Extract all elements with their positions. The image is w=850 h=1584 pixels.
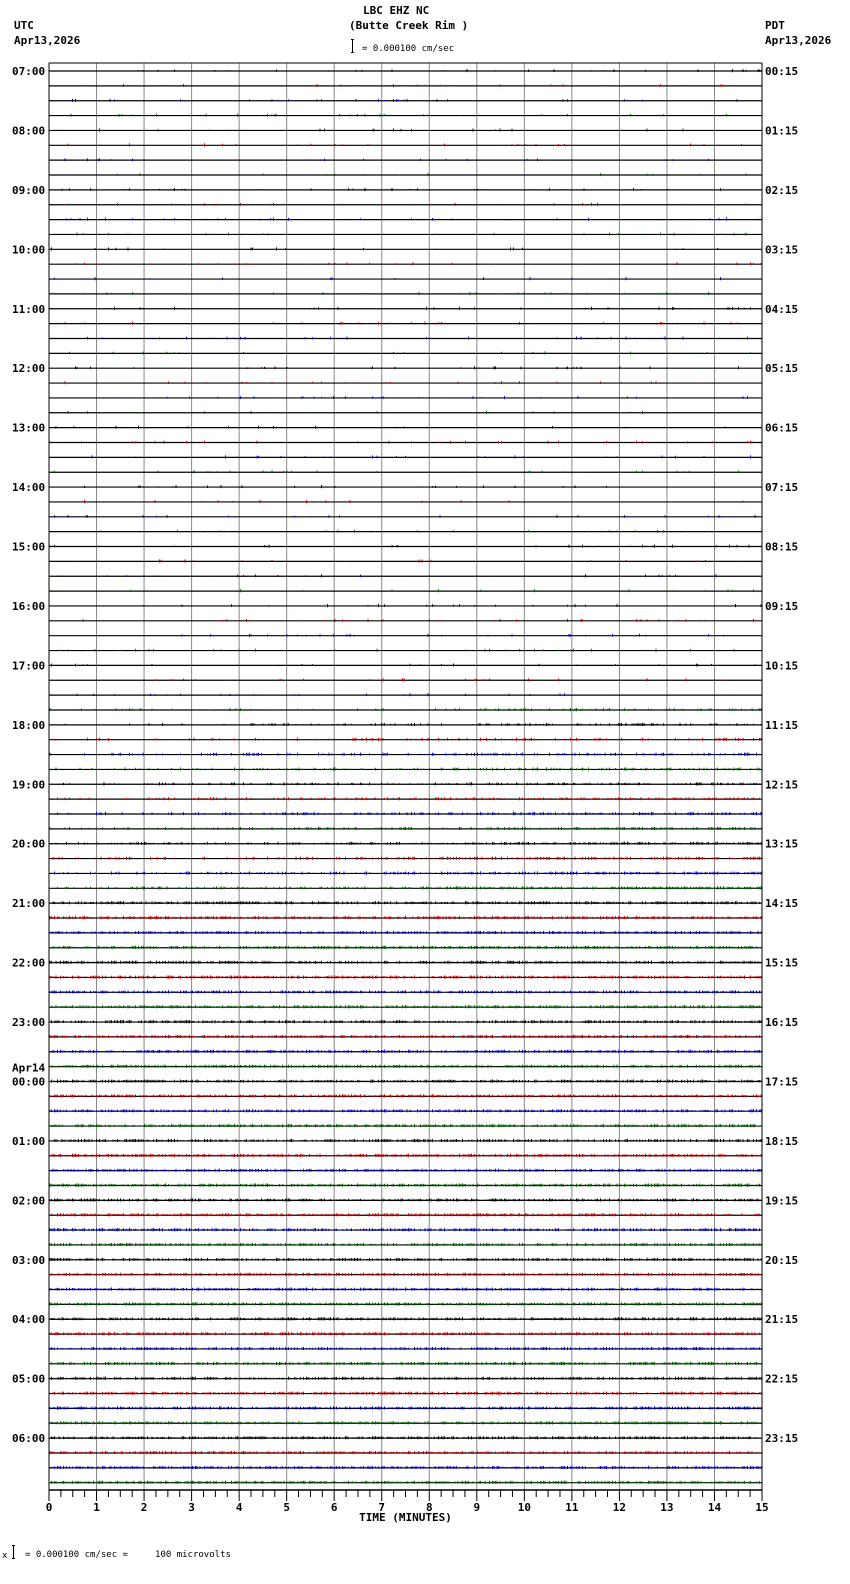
seismic-trace [50,1139,761,1142]
right-date: Apr13,2026 [765,34,832,47]
utc-hour-label: 20:00 [12,837,46,851]
utc-hour-label: 09:00 [12,183,46,197]
pdt-hour-label: 09:15 [765,599,799,613]
left-timezone: UTC [14,19,34,32]
utc-hour-label: 16:00 [12,599,46,613]
footer-marker: x [2,1551,8,1561]
pdt-hour-label: 05:15 [765,362,799,376]
utc-hour-label: 02:00 [12,1194,46,1208]
station-location: (Butte Creek Rim ) [349,19,469,32]
seismic-trace [50,961,761,964]
seismic-trace [50,1302,761,1305]
pdt-hour-label: 19:15 [765,1194,799,1208]
pdt-hour-label: 20:15 [765,1253,799,1267]
pdt-hour-label: 22:15 [765,1372,799,1386]
utc-hour-label: 05:00 [12,1372,46,1386]
left-date: Apr13,2026 [14,34,81,47]
pdt-hour-label: 23:15 [765,1432,799,1446]
scale-text: = 0.000100 cm/sec [362,44,455,54]
x-tick-label: 8 [425,1501,433,1514]
seismic-trace [50,931,761,934]
pdt-hour-label: 11:15 [765,718,799,732]
utc-hour-label: 13:00 [12,421,46,435]
x-tick-label: 10 [517,1501,531,1514]
utc-hour-label: 12:00 [12,362,46,376]
utc-hour-label: 10:00 [12,243,46,257]
pdt-hour-label: 04:15 [765,302,799,316]
utc-hour-label: 11:00 [12,302,46,316]
x-tick-label: 12 [612,1501,627,1514]
seismic-trace [50,916,761,919]
utc-hour-label: 22:00 [12,956,46,970]
seismic-trace [50,990,761,993]
utc-hour-label: 14:00 [12,481,46,495]
seismic-trace [50,1154,761,1157]
x-tick-label: 5 [283,1501,290,1514]
utc-hour-label: 21:00 [12,897,46,911]
utc-hour-label: 15:00 [12,540,46,554]
station-title: LBC EHZ NC [363,4,430,17]
pdt-hour-label: 08:15 [765,540,799,554]
pdt-hour-label: 18:15 [765,1134,799,1148]
pdt-hour-label: 03:15 [765,243,799,257]
pdt-hour-label: 16:15 [765,1016,799,1030]
pdt-hour-label: 10:15 [765,659,799,673]
pdt-hour-label: 02:15 [765,183,799,197]
pdt-hour-label: 12:15 [765,778,799,792]
utc-hour-label: 04:00 [12,1313,46,1327]
seismic-trace [50,1362,761,1365]
utc-hour-label: 06:00 [12,1432,46,1446]
seismic-trace [50,1347,761,1350]
seismic-trace [50,976,761,979]
seismic-trace [50,1421,761,1424]
seismic-trace [50,1094,761,1097]
x-tick-label: 11 [565,1501,579,1514]
seismic-trace [50,1228,761,1231]
pdt-hour-label: 00:15 [765,65,799,78]
x-tick-label: 4 [235,1501,243,1514]
pdt-hour-label: 14:15 [765,897,799,911]
seismic-trace [52,901,760,904]
x-tick-label: 13 [660,1501,674,1514]
utc-hour-label: 00:00 [12,1075,46,1089]
x-tick-label: 6 [330,1501,338,1514]
utc-hour-label: 17:00 [12,659,46,673]
seismic-trace [50,1124,761,1127]
utc-hour-label: 07:00 [12,65,46,78]
pdt-hour-label: 07:15 [765,481,799,495]
utc-hour-label: 01:00 [12,1134,46,1148]
footer-scale-note: = 0.000100 cm/sec = 100 microvolts [25,1550,231,1560]
x-tick-label: 7 [378,1501,386,1514]
pdt-hour-label: 13:15 [765,837,799,851]
pdt-hour-label: 17:15 [765,1075,799,1089]
pdt-hour-label: 21:15 [765,1313,799,1327]
x-tick-label: 3 [188,1501,195,1514]
utc-hour-label: 19:00 [12,778,46,792]
footer-scale-bar-icon [12,1545,15,1559]
x-tick-label: 0 [45,1501,53,1514]
x-tick-label: 1 [93,1501,100,1514]
seismic-trace [50,1198,761,1201]
x-axis-title: TIME (MINUTES) [359,1511,452,1524]
utc-hour-label: 18:00 [12,718,46,732]
x-tick-label: 14 [707,1501,722,1514]
seismic-trace [50,946,761,949]
right-timezone: PDT [765,19,785,32]
pdt-hour-label: 15:15 [765,956,799,970]
seismic-trace [50,1109,761,1112]
utc-hour-label: 23:00 [12,1016,46,1030]
pdt-hour-label: 01:15 [765,124,799,138]
x-tick-label: 2 [140,1501,148,1514]
x-tick-label: 15 [755,1501,769,1514]
utc-hour-label: 03:00 [12,1253,46,1267]
x-tick-label: 9 [473,1501,481,1514]
utc-hour-label: 08:00 [12,124,46,138]
utc-date-label: Apr14 [12,1061,46,1075]
seismic-trace [50,1020,761,1023]
pdt-hour-label: 06:15 [765,421,799,435]
